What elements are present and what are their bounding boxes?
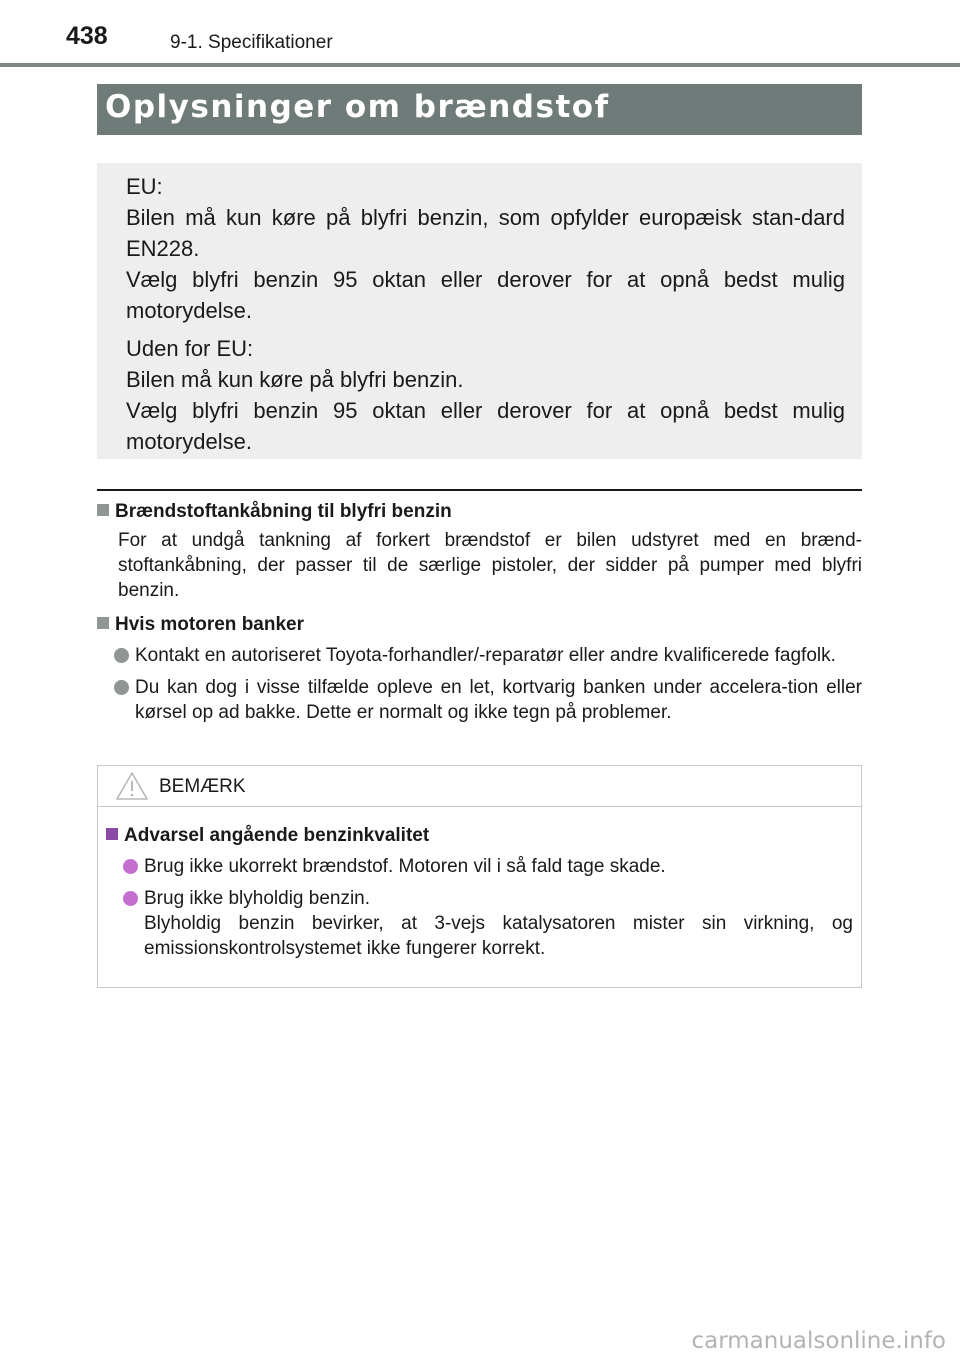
note-body-tank-opening: For at undgå tankning af forkert brændstof er bilen udstyret med en brænd-stoftankåbning, der passer til de særlige pistoler, der sidder på pumper med blyfri benzin. [118, 530, 862, 601]
eu-octane-text: Vælg blyfri benzin 95 oktan eller derover for at opnå bedst mulig motorydelse. [126, 267, 845, 323]
page-number: 438 [66, 22, 108, 50]
note-heading-knocking: Hvis motoren banker [97, 613, 862, 637]
section-divider [97, 489, 862, 491]
notice-title: BEMÆRK [159, 776, 246, 797]
watermark: carmanualsonline.info [691, 1328, 946, 1354]
notice-detail-text: Blyholdig benzin bevirker, at 3-vejs katalysatoren mister sin virkning, og emissionskontrolsystemet ikke fungerer korrekt. [144, 913, 853, 959]
list-item: Brug ikke blyholdig benzin. [98, 886, 853, 911]
circle-bullet-icon [114, 680, 129, 695]
page-header [0, 0, 960, 68]
header-rule [0, 63, 960, 67]
section-name: 9-1. Specifikationer [170, 32, 333, 53]
list-item: Kontakt en autoriseret Toyota-forhandler/-reparatør eller andre kvalificerede fagfolk. [97, 643, 862, 668]
warning-triangle-icon [115, 770, 149, 802]
list-item: Du kan dog i visse tilfælde opleve en let, kortvarig banken under accelera-tion eller kørsel op ad bakke. Dette er normalt og ikke tegn på problemer. [97, 675, 862, 725]
square-marker-icon [97, 617, 109, 629]
notice-heading: Advarsel angående benzinkvalitet [106, 824, 853, 848]
list-item: Brug ikke ukorrekt brændstof. Motoren vil i så fald tage skade. [98, 854, 853, 879]
notes-section [97, 500, 862, 725]
circle-bullet-icon [123, 859, 138, 874]
non-eu-requirement-text: Bilen må kun køre på blyfri benzin. [126, 367, 464, 392]
eu-requirement-text: Bilen må kun køre på blyfri benzin, som opfylder europæisk stan-dard EN228. [126, 205, 845, 261]
circle-bullet-icon [114, 648, 129, 663]
note-heading-tank-opening: Brændstoftankåbning til blyfri benzin [97, 500, 862, 524]
non-eu-octane-text: Vælg blyfri benzin 95 oktan eller derover for at opnå bedst mulig motorydelse. [126, 398, 845, 454]
page-title: Oplysninger om brændstof [105, 89, 610, 125]
square-marker-icon [97, 504, 109, 516]
notice-box [97, 765, 862, 988]
eu-label: EU: [126, 174, 163, 199]
fuel-info-box [97, 163, 862, 459]
circle-bullet-icon [123, 891, 138, 906]
square-marker-icon [106, 828, 118, 840]
non-eu-label: Uden for EU: [126, 336, 254, 361]
notice-header [98, 766, 861, 807]
title-bar [97, 84, 862, 135]
